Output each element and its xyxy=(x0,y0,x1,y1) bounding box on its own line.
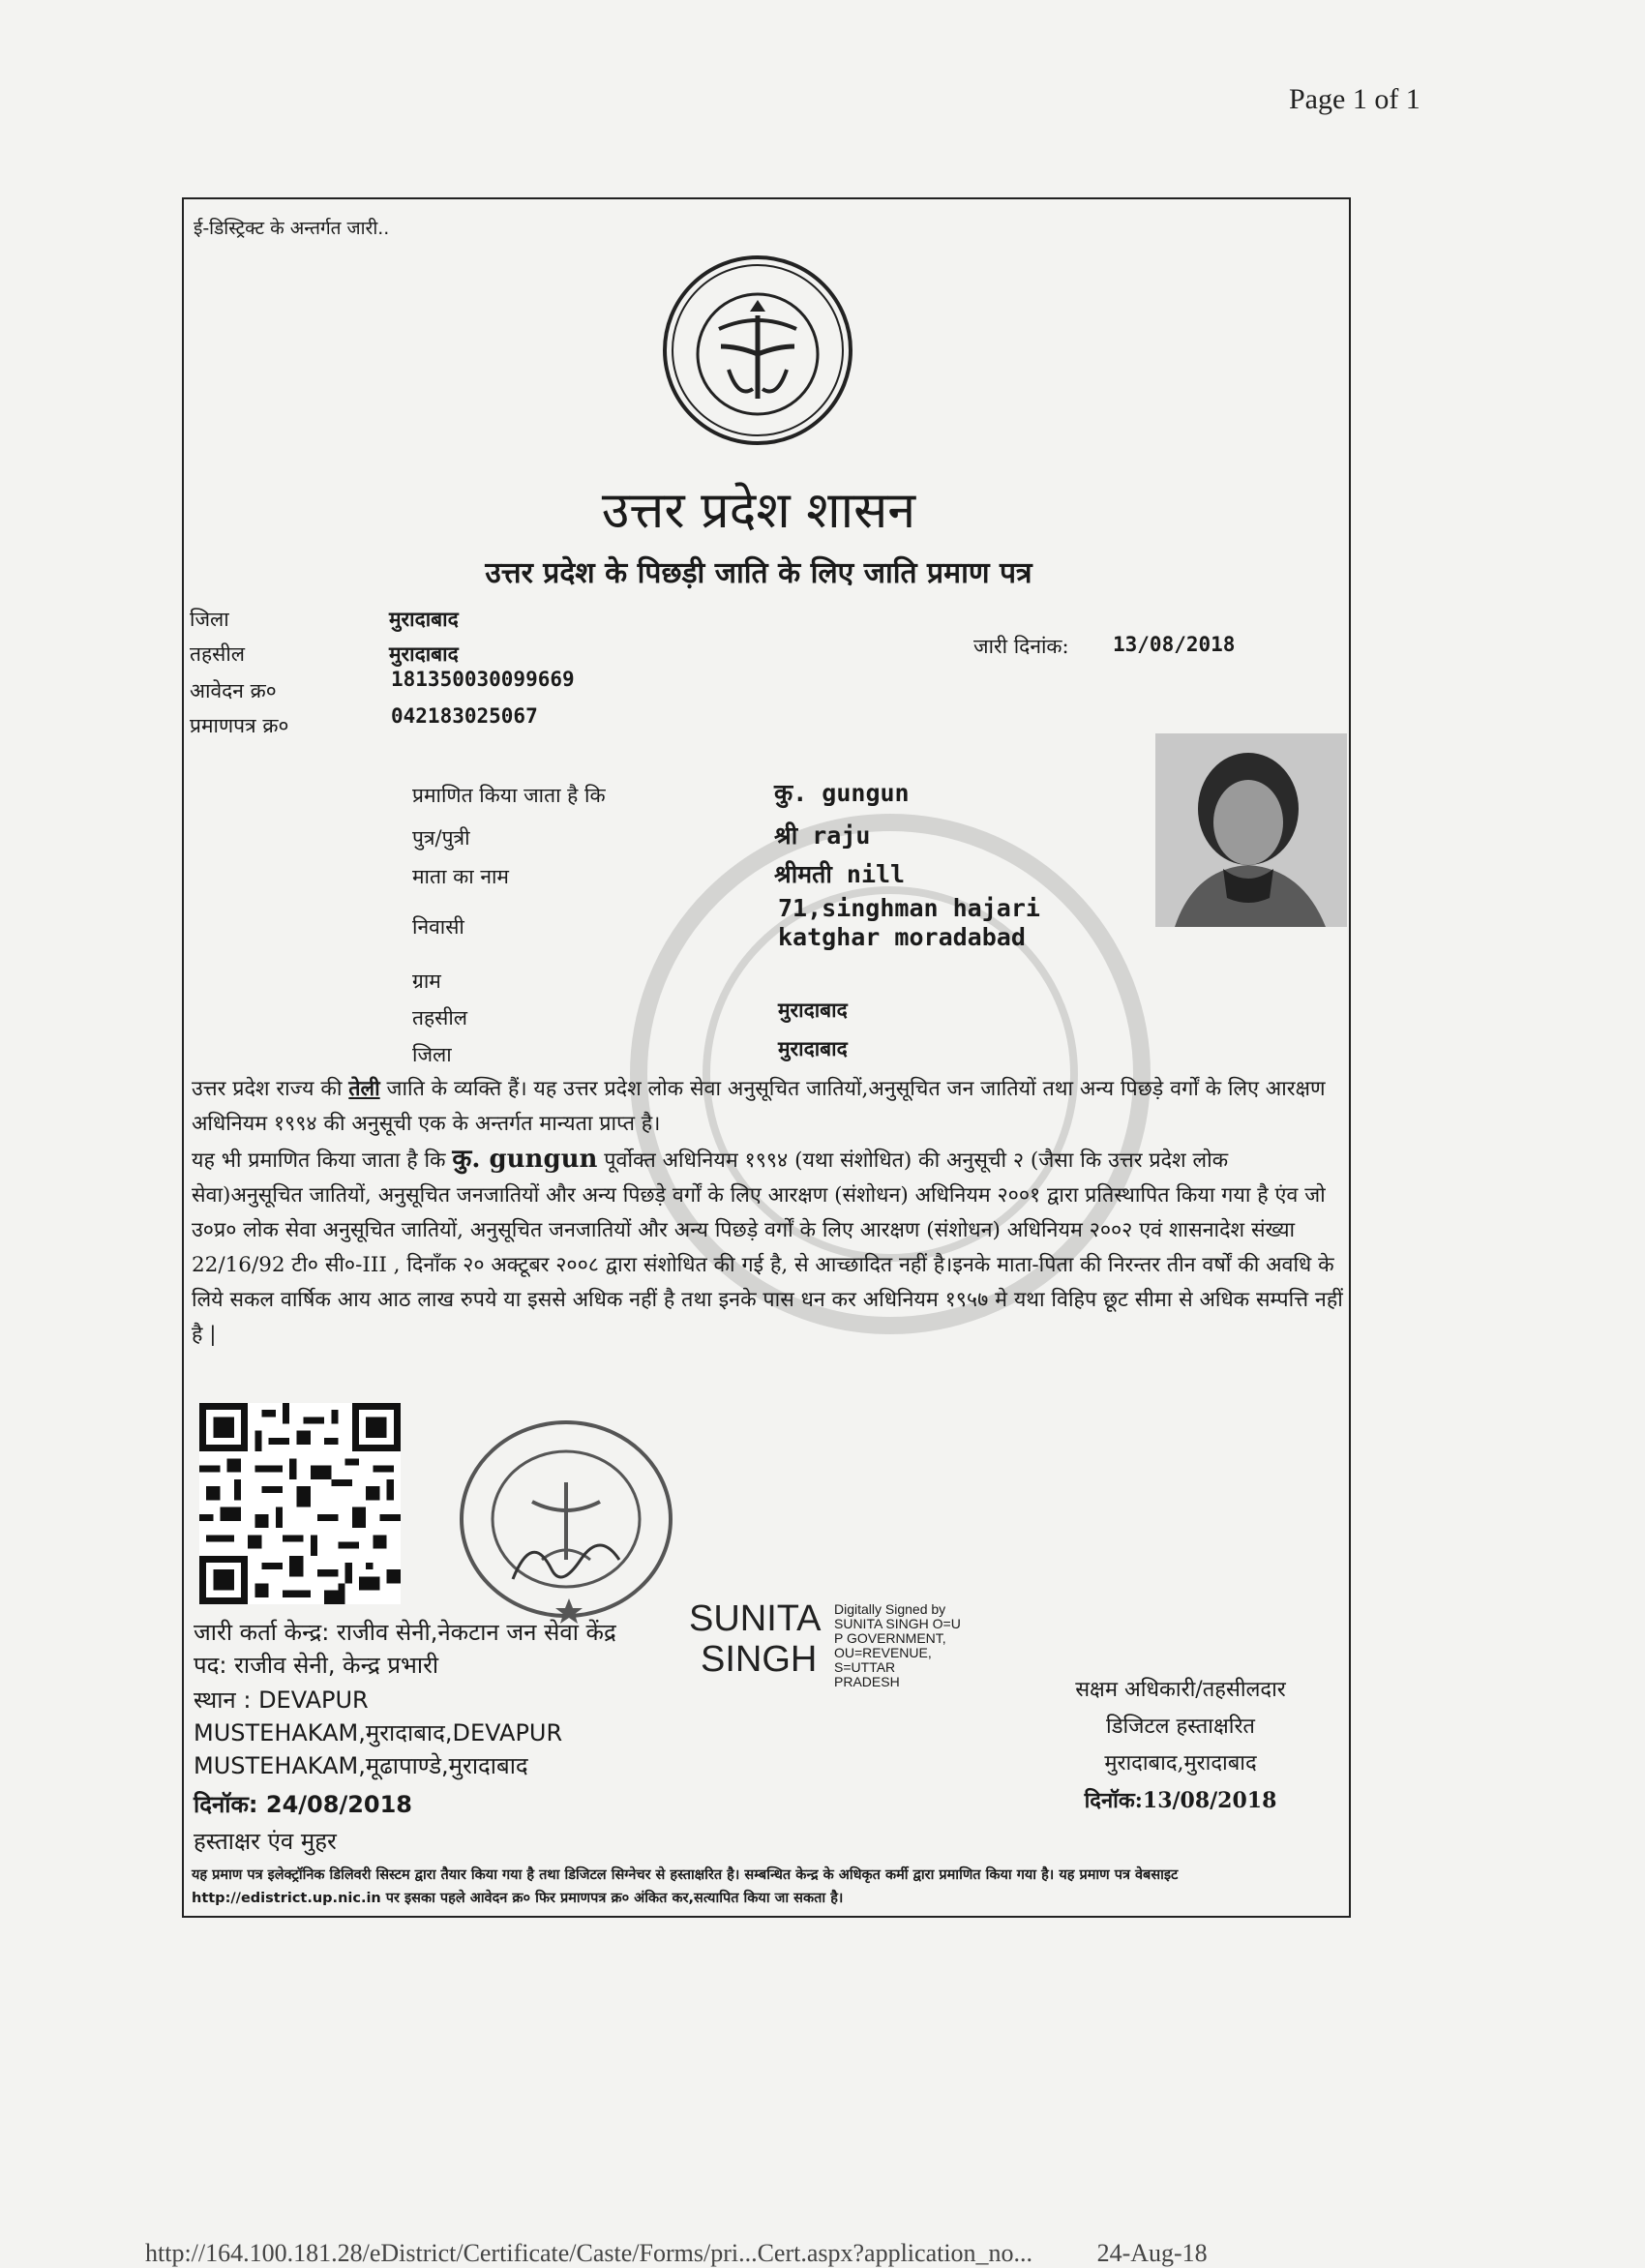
sig-detail-line: Digitally Signed by xyxy=(834,1601,946,1617)
village-label: ग्राम xyxy=(412,970,441,993)
issuer-post: पद: राजीव सेनी, केन्द्र प्रभारी xyxy=(194,1652,439,1679)
application-number-label: आवेदन क्र० xyxy=(190,679,277,702)
applicant-photo xyxy=(1155,733,1347,927)
footer-verification-note: यह प्रमाण पत्र इलेक्ट्रॉनिक डिलिवरी सिस्टम द्वारा तैयार किया गया है तथा डिजिटल सिग्नेचर से हस्ताक्षरित है। सम्बन्धित केन्द्र के अधिकृत कर्मी द्वारा प्रमाणित किया गया है। यह प्रमाण पत्र वेबसाइट http://edistrict.up.nic.in पर इसका पहले आवेदन क्र० फिर प्रमाणपत्र क्र० अंकित कर,सत्यापित किया जा सकता है। xyxy=(192,1867,1179,1906)
p1-text-b: जाति के व्यक्ति हैं। यह उत्तर प्रदेश लोक सेवा अनुसूचित जातियों,अनुसूचित जन जातियों तथा अन्य पिछड़े वर्गों के लिए आरक्षण अधिनियम १९९४ की अनुसूची एक के अन्तर्गत मान्यता प्राप्त है। xyxy=(192,1077,1326,1136)
issue-date: 13/08/2018 xyxy=(1113,633,1236,656)
certificate-number-label: प्रमाणपत्र क्र० xyxy=(190,714,289,737)
print-url-footer xyxy=(145,2239,1208,2268)
qr-code xyxy=(199,1403,401,1604)
tehsil-label: तहसील xyxy=(190,642,245,666)
signer-last-name: SINGH xyxy=(701,1639,818,1680)
signer-first-name: SUNITA xyxy=(689,1598,822,1639)
sig-detail-line: PRADESH xyxy=(834,1674,900,1689)
page-number: Page 1 of 1 xyxy=(1289,83,1421,115)
mother-name-label: माता का नाम xyxy=(412,865,509,888)
caste-declaration-paragraph xyxy=(192,1072,1343,1353)
applicant-name: कु. gungun xyxy=(774,779,910,807)
detail-tehsil-label: तहसील xyxy=(412,1006,467,1030)
father-name: श्री raju xyxy=(774,821,871,850)
detail-district-label: जिला xyxy=(412,1043,452,1066)
sig-detail-line: OU=REVENUE, xyxy=(834,1645,932,1660)
p1-text-a: उत्तर प्रदेश राज्य की xyxy=(192,1077,349,1101)
son-daughter-label: पुत्र/पुत्री xyxy=(412,826,470,850)
p2-text-b: पूर्वोक्त अधिनियम १९९४ (यथा संशोधित) की अनुसूची २ (जैसा कि उत्तर प्रदेश लोक सेवा)अनुसूचित जातियों, अनुसूचित जनजातियों और अन्य पिछड़े वर्गों के लिए आरक्षण (संशोधन) अधिनियम २००१ द्वारा प्रतिस्थापित किया गया है एंव जो उ०प्र० लोक सेवा अनुसूचित जातियों, अनुसूचित जनजातियों और अन्य पिछड़े वर्गों के लिए आरक्षण (संशोधन) अधिनियम २००२ एवं शासनादेश संख्या 22/16/92 टी० सी०-III , दिनाँक २० अक्टूबर २००८ द्वारा संशोधित की गई है, से आच्छादित नहीं है।इनके माता-पिता की निरन्तर तीन वर्षों की अवधि के लिये सकल वार्षिक आय आठ लाख रुपये या इससे अधिक नहीं है तथा इनके पास धन कर अधिनियम १९५७ मे यथा विहिप छूट सीमा से अधिक सम्पत्ति नहीं है | xyxy=(192,1149,1343,1347)
officer-digital-signed: डिजिटल हस्ताक्षरित xyxy=(1106,1715,1255,1739)
caste-name: तेली xyxy=(348,1077,380,1101)
application-number: 181350030099669 xyxy=(391,668,575,691)
detail-district-value: मुरादाबाद xyxy=(778,1036,848,1060)
p2-applicant-name: कु. gungun xyxy=(452,1145,598,1174)
officer-location: मुरादाबाद,मुरादाबाद xyxy=(1104,1751,1257,1776)
certificate-number: 042183025067 xyxy=(391,704,538,728)
print-url: http://164.100.181.28/eDistrict/Certificate/Caste/Forms/pri...Cert.aspx?application_no... xyxy=(145,2239,1033,2267)
issuer-place-line-1: स्थान : DEVAPUR xyxy=(194,1686,369,1714)
print-date: 24-Aug-18 xyxy=(1096,2239,1208,2267)
digital-signature-name xyxy=(689,1598,822,1680)
issue-date-label: जारी दिनांक: xyxy=(973,635,1069,658)
address-line-1: 71,singhman hajari xyxy=(778,894,1040,922)
p2-text-a: यह भी प्रमाणित किया जाता है कि xyxy=(192,1149,453,1173)
district-label: जिला xyxy=(190,608,229,631)
sig-detail-line: SUNITA SINGH O=U xyxy=(834,1616,961,1631)
issuing-centre: जारी कर्ता केन्द्र: राजीव सेनी,नेकटान जन सेवा केंद्र xyxy=(194,1619,616,1646)
district-value: मुरादाबाद xyxy=(389,607,459,631)
officer-title: सक्षम अधिकारी/तहसीलदार xyxy=(1075,1678,1286,1702)
officer-date: दिनॉक:13/08/2018 xyxy=(1084,1788,1277,1813)
competent-officer-block xyxy=(1026,1672,1335,1819)
issuer-date: दिनॉक: 24/08/2018 xyxy=(194,1791,413,1818)
sig-detail-line: S=UTTAR xyxy=(834,1659,896,1675)
certificate-title: उत्तर प्रदेश के पिछड़ी जाति के लिए जाति प्रमाण पत्र xyxy=(485,556,1032,590)
certified-label: प्रमाणित किया जाता है कि xyxy=(412,784,606,807)
digital-signature-details xyxy=(834,1602,961,1689)
sig-detail-line: P GOVERNMENT, xyxy=(834,1630,946,1646)
issued-under-text: ई-डिस्ट्रिक्ट के अन्तर्गत जारी.. xyxy=(194,218,390,239)
detail-tehsil-value: मुरादाबाद xyxy=(778,998,848,1022)
government-title: उत्तर प्रदेश शासन xyxy=(601,482,916,540)
tehsildar-rubber-stamp xyxy=(455,1415,677,1624)
sign-and-seal-label: हस्ताक्षर एंव मुहर xyxy=(194,1828,337,1855)
issuer-place-line-2: MUSTEHAKAM,मुरादाबाद,DEVAPUR xyxy=(194,1719,563,1746)
up-government-emblem xyxy=(661,254,854,447)
mother-name: श्रीमती nill xyxy=(774,860,906,888)
resident-label: निवासी xyxy=(412,915,464,939)
tehsil-value: मुरादाबाद xyxy=(389,642,459,666)
issuer-place-line-3: MUSTEHAKAM,मूढापाण्डे,मुरादाबाद xyxy=(194,1752,528,1779)
address-line-2: katghar moradabad xyxy=(778,923,1026,951)
